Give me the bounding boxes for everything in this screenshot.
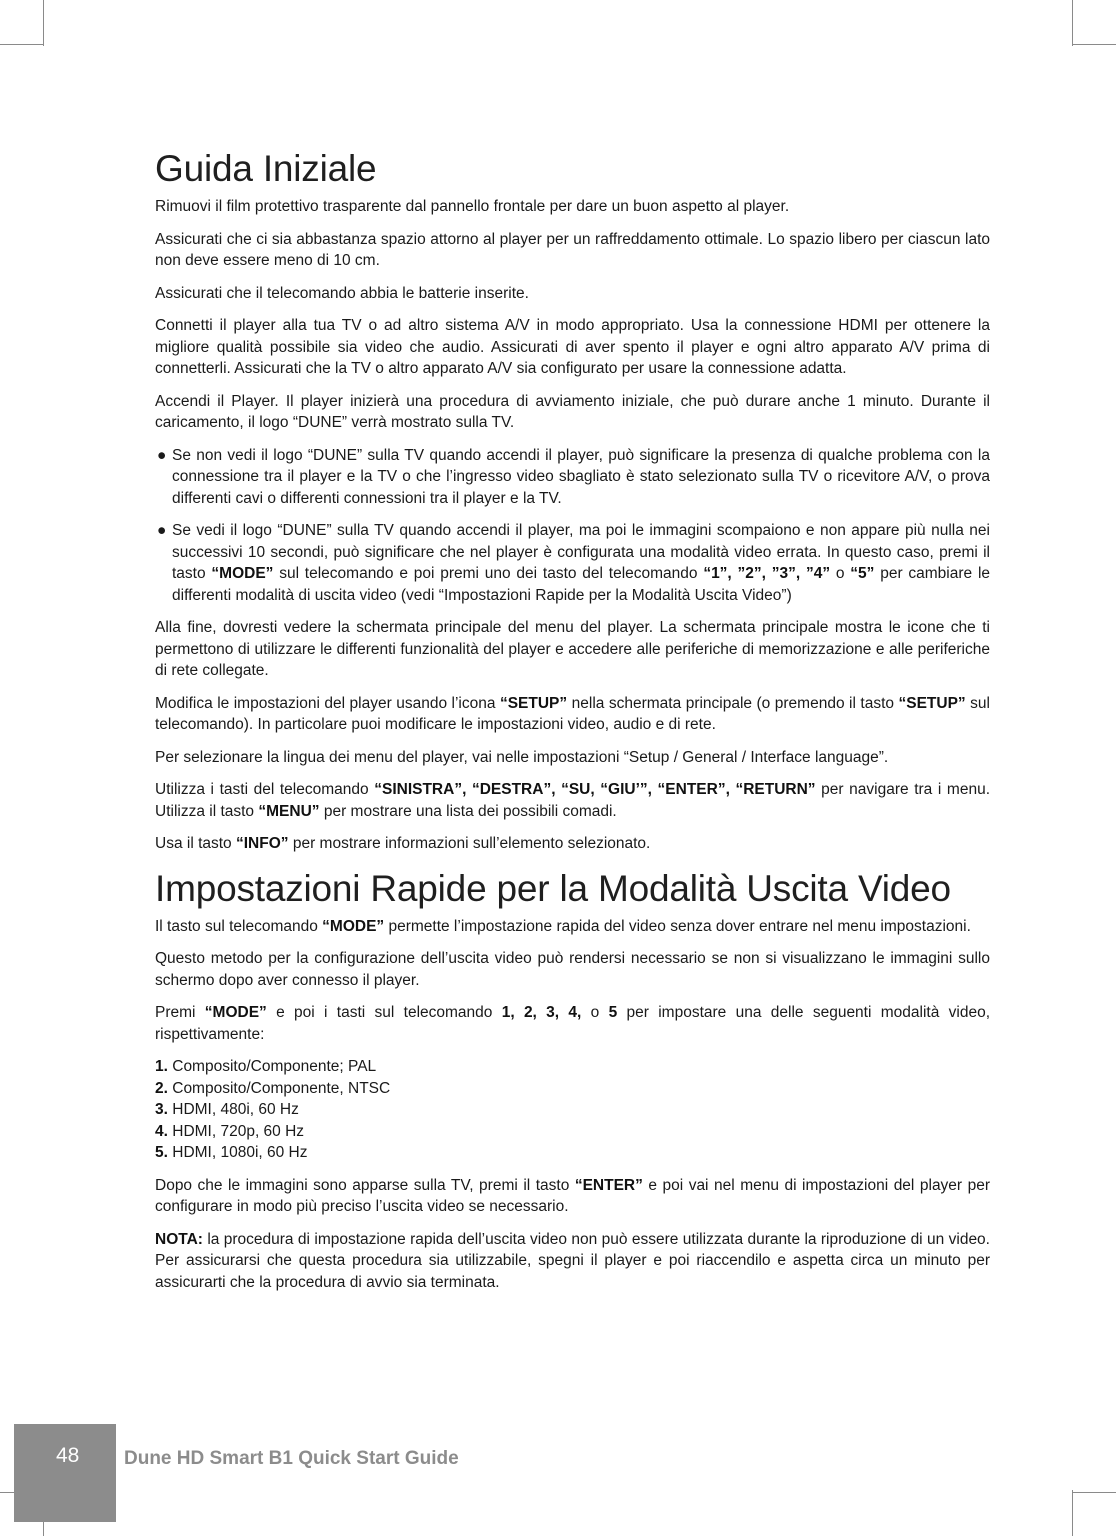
section-title-guida-iniziale: Guida Iniziale [155,148,377,189]
bold-key: “SETUP” [499,694,568,712]
list-text: Composito/Componente, NTSC [167,1079,391,1097]
paragraph [155,1002,990,1045]
bold-key: 1, 2, 3, 4, [501,1004,582,1021]
list-item [155,1056,990,1078]
text: Utilizza i tasti del telecomando [155,781,375,798]
paragraph [155,1175,990,1218]
paragraph [155,916,990,938]
text: nella schermata principale (o premendo il tasto [567,694,899,712]
bold-key: “ENTER” [574,1176,643,1194]
list-number: 3. [155,1101,168,1118]
text: Il tasto sul telecomando [155,917,323,935]
section-title-impostazioni-rapide: Impostazioni Rapide per la Modalità Uscita Video [155,867,951,909]
bullet-text: Se non vedi il logo “DUNE” sulla TV quando accendi il player, può significare la presenza di qualche problema con la connessione tra il player e la TV o che l’ingresso video sbagliato è stato selezionato sulla TV o ricevitore A/V, o prova differenti cavi o differenti connessioni tra il player e la TV. [172,446,990,507]
paragraph: Questo metodo per la configurazione dell’uscita video può rendersi necessario se non si visualizzano le immagini sullo schermo dopo aver connesso il player. [155,950,990,989]
bold-key: “MODE” [211,565,274,582]
list-number: 1. [155,1058,168,1075]
paragraph: Alla fine, dovresti vedere la schermata principale del menu del player. La schermata principale mostra le icone che ti permettono di utilizzare le differenti funzionalità del player e accedere alle periferiche di memorizzazione e alle periferiche di rete collegate. [155,619,990,679]
page-content [155,146,990,1304]
crop-mark [0,44,44,45]
list-item [155,1099,990,1121]
bold-key: “INFO” [235,835,289,852]
text: Dopo che le immagini sono apparse sulla TV, premi il tasto [155,1176,575,1194]
list-number: 2. [155,1079,168,1097]
video-modes-list [155,1056,990,1164]
list-text: HDMI, 1080i, 60 Hz [167,1144,308,1161]
list-number: 4. [155,1122,168,1140]
bullet-text: sul telecomando e poi premi uno dei tasto del telecomando [273,565,704,582]
text: Premi [155,1004,205,1021]
bold-key: “MENU” [258,802,320,820]
text: e poi vai nel menu di impostazioni del player per configurare in modo più preciso l’uscita video se necessario. [155,1176,990,1215]
list-text: HDMI, 480i, 60 Hz [167,1101,299,1118]
bullet-text: per cambiare le differenti modalità di uscita video (vedi “Impostazioni Rapide per la Modalità Uscita Video”) [172,565,991,604]
footer-title: Dune HD Smart B1 Quick Start Guide [124,1448,459,1469]
text: permette l’impostazione rapida del video senza dover entrare nel menu impostazioni. [384,917,971,935]
list-item [155,1142,990,1164]
text: la procedura di impostazione rapida dell’uscita video non può essere utilizzata durante la riproduzione di un video. Per assicurarsi che questa procedura sia utilizzabile, spegni il player e poi riaccendilo e aspetta circa un minuto per assicurarti che la procedura di avvio sia terminata. [155,1230,990,1291]
crop-mark [1072,1492,1116,1493]
list-text: HDMI, 720p, 60 Hz [167,1122,305,1140]
paragraph [155,833,990,855]
text: per mostrare una lista dei possibili comadi. [319,802,617,820]
text: o [581,1004,609,1021]
bullet-icon: ● [157,446,167,464]
crop-mark [1072,44,1116,45]
text: e poi i tasti sul telecomando [266,1004,502,1021]
text: sul telecomando). In particolare puoi modificare le impostazioni video, audio e di rete. [155,694,990,733]
note-label: NOTA: [155,1230,203,1248]
text: Usa il tasto [155,835,236,852]
bullet-item [155,445,990,510]
bullet-text: Se vedi il logo “DUNE” sulla TV quando accendi il player, ma poi le immagini scompaiono e non appare più nulla nei successivi 10 secondi, può significare che nel player è configurata una modalità video errata. In questo caso, premi il tasto [172,522,990,582]
paragraph [155,693,990,736]
bold-key: “MODE” [204,1004,267,1021]
crop-mark [1072,0,1073,46]
bold-key: “1”, ”2”, ”3”, ”4” [703,565,831,582]
paragraph: Assicurati che il telecomando abbia le batterie inserite. [155,284,529,302]
paragraph: Per selezionare la lingua dei menu del player, vai nelle impostazioni “Setup / General / Interface language”. [155,748,889,766]
page-number-box [14,1424,116,1522]
bold-key: “SETUP” [898,694,966,712]
bold-key: “5” [850,565,875,582]
paragraph: Connetti il player alla tua TV o ad altro sistema A/V in modo appropriato. Usa la connessione HDMI per ottenere la migliore qualità possibile sia video che audio. Assicurati di aver spento il player e ogni altro apparato A/V prima di connetterli. Assicurati che la TV o altro apparato A/V sia configurato per usare la connessione adatta. [155,317,990,377]
paragraph: Rimuovi il film protettivo trasparente dal pannello frontale per dare un buon aspetto al player. [155,198,790,215]
list-text: Composito/Componente; PAL [167,1058,377,1075]
paragraph: Accendi il Player. Il player inizierà una procedura di avviamento iniziale, che può durare anche 1 minuto. Durante il caricamento, il logo “DUNE” verrà mostrato sulla TV. [155,392,990,431]
list-item [155,1078,990,1100]
crop-mark [1072,1490,1073,1536]
page-number: 48 [56,1444,80,1467]
paragraph: Assicurati che ci sia abbastanza spazio attorno al player per un raffreddamento ottimale. Lo spazio libero per ciascun lato non deve essere meno di 10 cm. [155,230,990,269]
bold-key: “MODE” [322,917,385,935]
bullet-icon: ● [157,522,167,539]
text: per impostare una delle seguenti modalità video, rispettivamente: [155,1004,990,1043]
bullet-item [155,520,990,606]
crop-mark [43,0,44,46]
bold-key: “SINISTRA”, “DESTRA”, “SU, “GIU’”, “ENTER”, “RETURN” [374,781,816,798]
list-item [155,1121,990,1143]
text: Modifica le impostazioni del player usando l’icona [155,694,500,712]
paragraph [155,779,990,822]
bold-key: 5 [608,1004,618,1021]
bullet-text: o [830,565,851,582]
list-number: 5. [155,1144,168,1161]
text: per mostrare informazioni sull’elemento selezionato. [288,835,651,852]
note-paragraph [155,1229,990,1294]
text: per navigare tra i menu. Utilizza il tasto [155,781,990,820]
